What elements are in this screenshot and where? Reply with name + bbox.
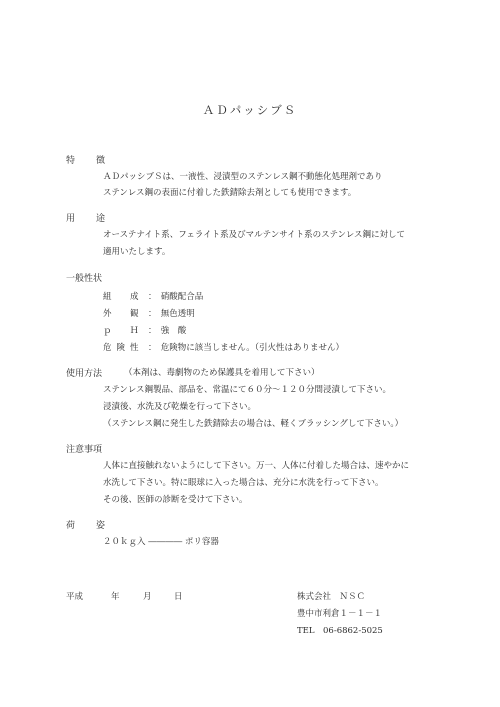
method-line-1: ステンレス鋼製品、部品を、常温にて６０分～１２０分間浸漬して下さい。: [103, 385, 391, 395]
properties-heading: 一般性状: [66, 274, 103, 284]
caution-line-3: その後、医師の診断を受けて下さい。: [103, 495, 248, 505]
property-label: 組 成: [103, 292, 144, 302]
footer-address: 豊中市利倉１－１－１: [297, 609, 383, 619]
features-heading: 特 徴: [66, 156, 112, 166]
method-line-3: （ステンレス鋼に発生した鉄錆除去の場合は、軽くブラッシングして下さい。）: [103, 419, 404, 429]
property-value: ： 無色透明: [148, 309, 195, 319]
property-value: ： 強 酸: [148, 326, 187, 336]
document-title: ＡＤパッシブＳ: [202, 103, 298, 117]
footer-day: 日: [174, 592, 183, 602]
footer-era: 平成: [66, 592, 84, 602]
features-line-1: ＡＤパッシブＳは、一液性、浸漬型のステンレス鋼不動態化処理剤であり: [103, 172, 383, 182]
footer-tel: TEL 06-6862-5025: [297, 626, 383, 636]
method-note: （本剤は、毒劇物のため保護具を着用して下さい）: [124, 368, 320, 378]
caution-heading: 注意事項: [66, 445, 103, 455]
usage-line-2: 適用いたします。: [103, 247, 171, 257]
footer-year: 年: [111, 592, 120, 602]
footer-company: 株式会社 ＮＳＣ: [297, 592, 366, 602]
packaging-heading: 荷 姿: [66, 521, 112, 531]
method-heading: 使用方法: [66, 369, 103, 379]
footer-month: 月: [143, 592, 152, 602]
property-value: ： 危険物に該当しません。（引火性はありません）: [148, 343, 345, 353]
usage-heading: 用 途: [66, 214, 112, 224]
features-line-2: ステンレス鋼の表面に付着した鉄錆除去剤としても使用できます。: [103, 188, 357, 198]
property-label: 危険性: [103, 343, 144, 353]
usage-line-1: オーステナイト系、フェライト系及びマルテンサイト系のステンレス鋼に対して: [103, 230, 406, 240]
packaging-line: ２０ｋｇ入 ―――― ポリ容器: [103, 537, 219, 547]
property-value: ： 硝酸配合品: [148, 292, 204, 302]
property-label: ｐ Ｈ: [103, 326, 144, 336]
caution-line-2: 水洗して下さい。特に眼球に入った場合は、充分に水洗を行って下さい。: [103, 478, 384, 488]
method-line-2: 浸漬後、水洗及び乾燥を行って下さい。: [103, 402, 257, 412]
property-label: 外 観: [103, 309, 144, 319]
caution-line-1: 人体に直接触れないようにして下さい。万一、人体に付着した場合は、速やかに: [103, 461, 410, 471]
